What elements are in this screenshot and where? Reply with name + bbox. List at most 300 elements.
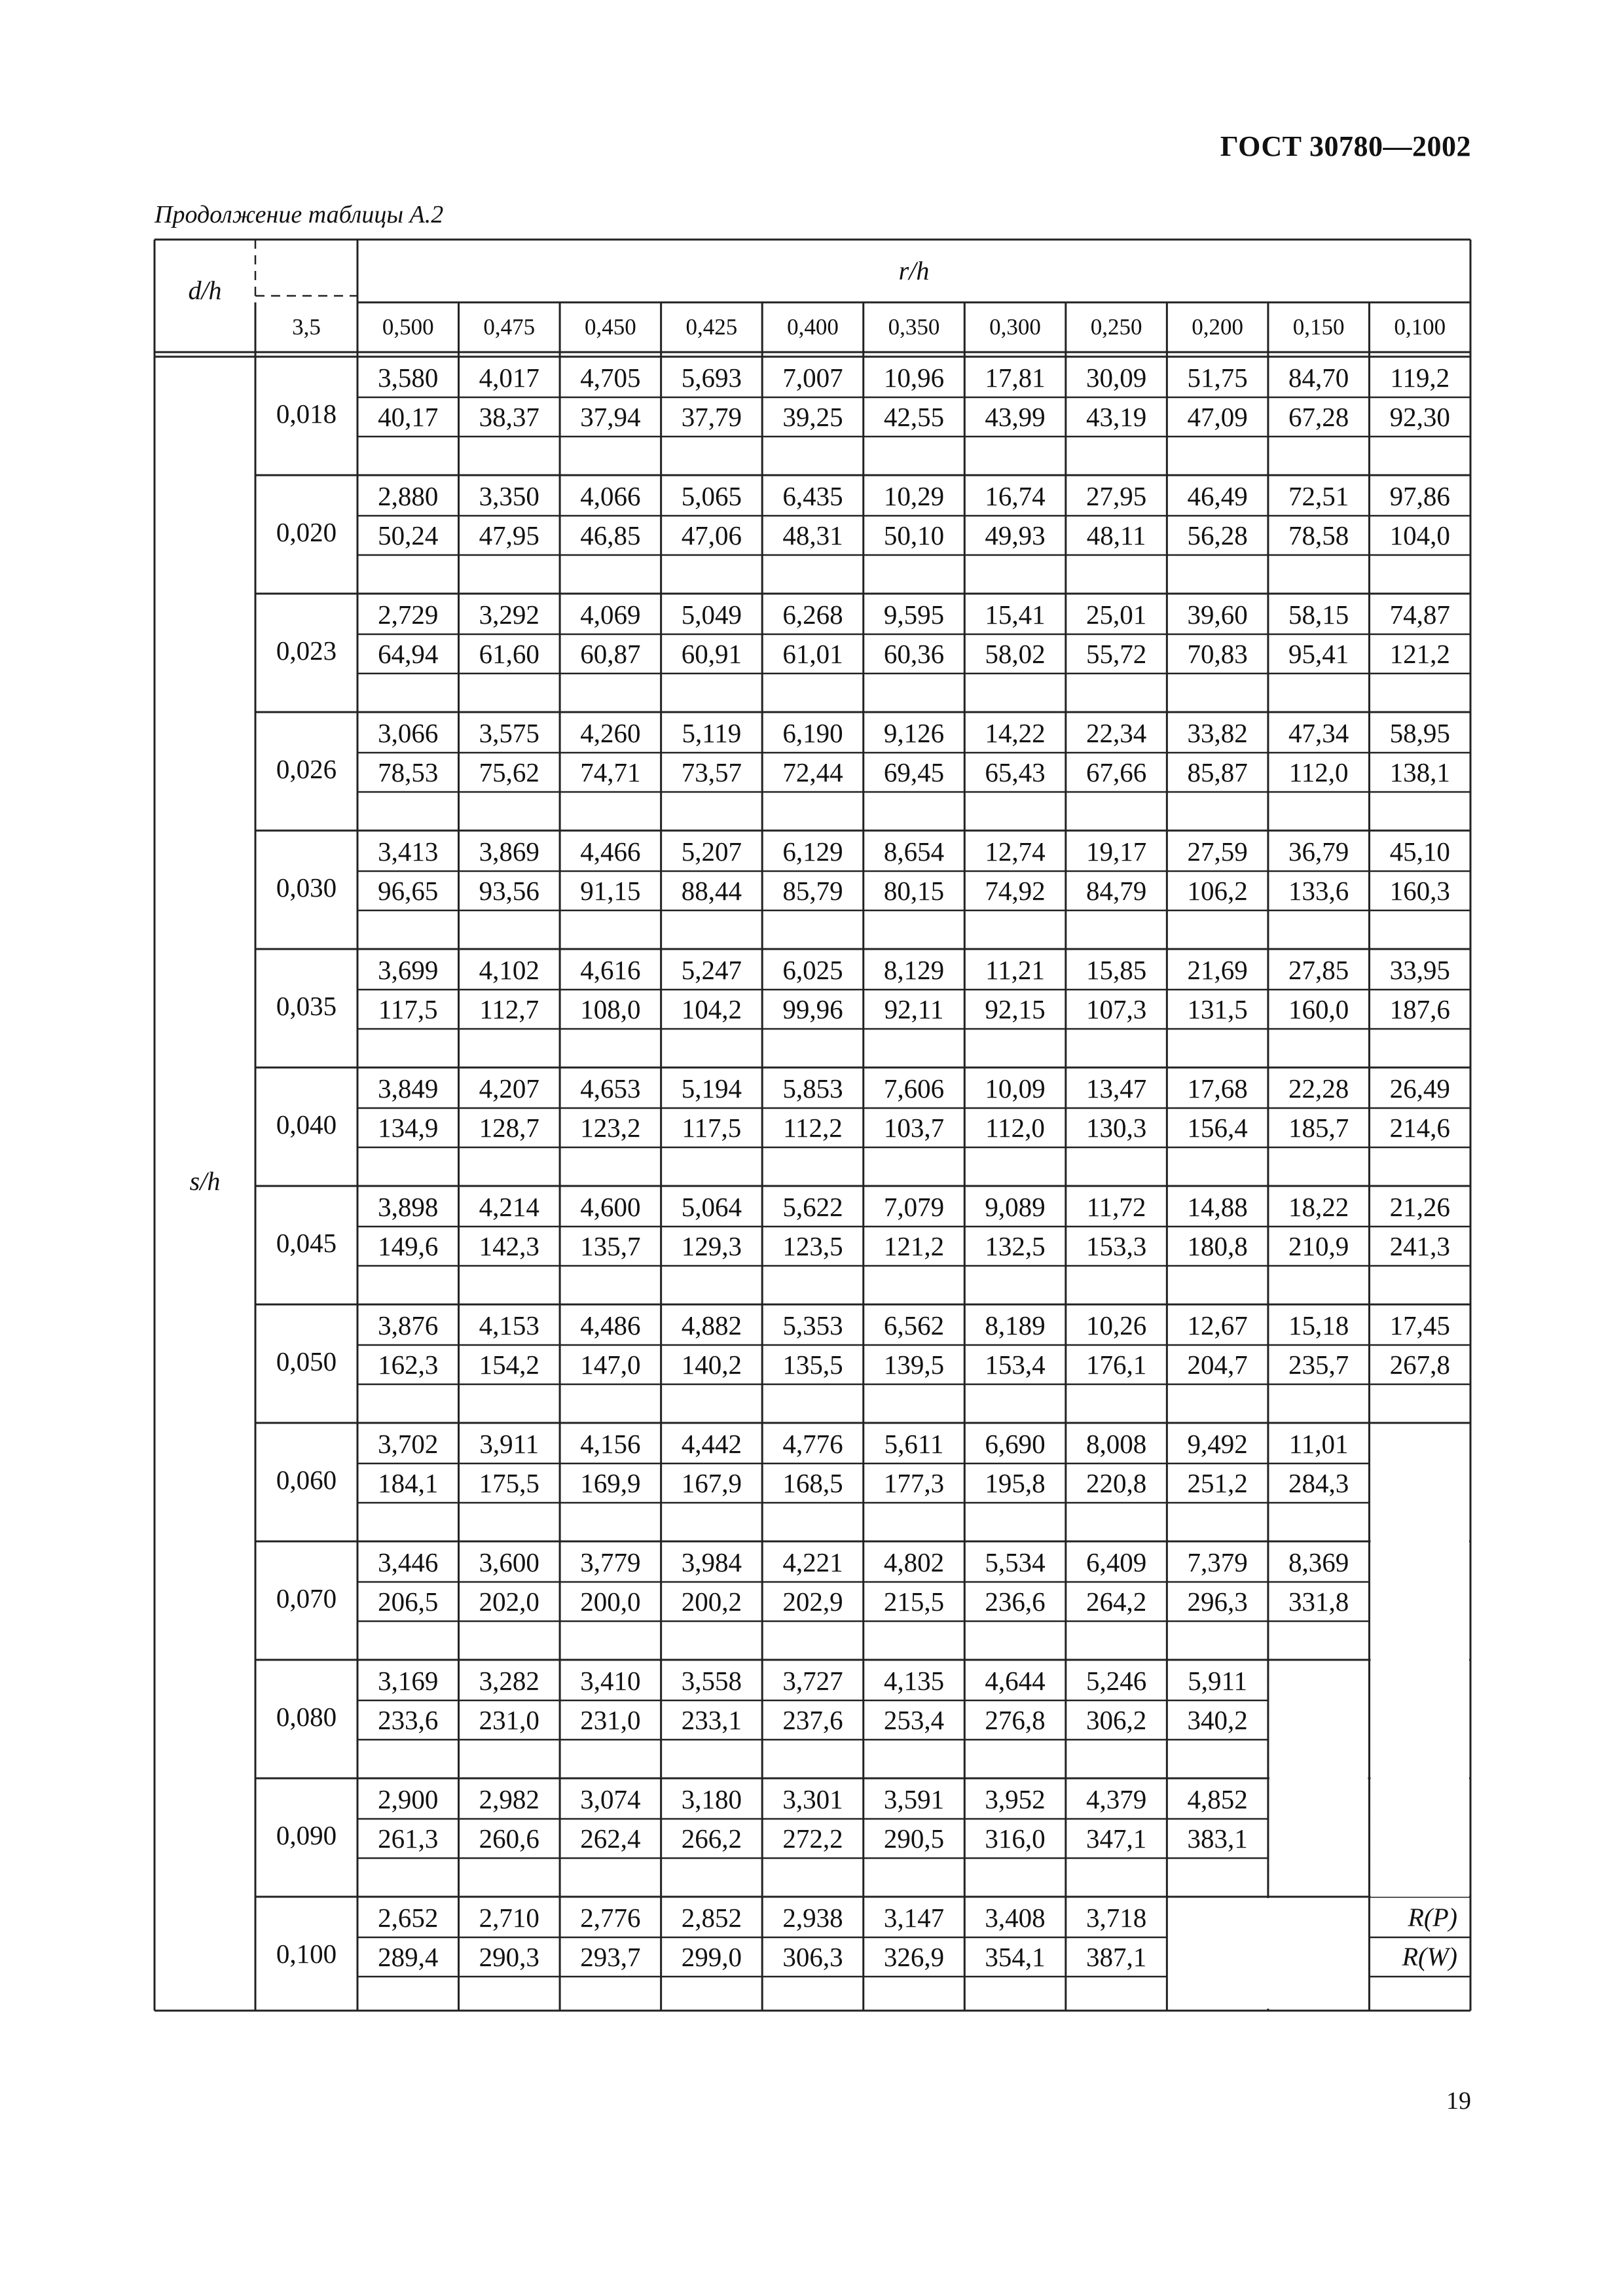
value-cell: 3,876 bbox=[378, 1310, 439, 1340]
value-cell: 241,3 bbox=[1389, 1231, 1450, 1261]
value-cell: 50,24 bbox=[378, 520, 439, 550]
value-cell: 200,0 bbox=[580, 1587, 641, 1617]
value-cell: 4,135 bbox=[883, 1666, 945, 1696]
value-cell: 4,102 bbox=[479, 955, 539, 985]
value-cell: 4,644 bbox=[985, 1666, 1046, 1696]
value-cell: 10,96 bbox=[883, 363, 945, 393]
value-cell: 65,43 bbox=[985, 757, 1046, 787]
value-cell: 46,85 bbox=[580, 520, 641, 550]
value-cell: 121,2 bbox=[1389, 639, 1450, 669]
value-cell: 9,126 bbox=[883, 718, 945, 748]
value-cell: 5,353 bbox=[782, 1310, 843, 1340]
value-cell: 340,2 bbox=[1187, 1705, 1248, 1735]
value-cell: 131,5 bbox=[1187, 994, 1248, 1024]
column-header: 0,200 bbox=[1192, 314, 1243, 340]
value-cell: 106,2 bbox=[1187, 876, 1248, 906]
value-cell: 6,190 bbox=[782, 718, 843, 748]
column-header: 0,300 bbox=[989, 314, 1041, 340]
value-cell: 123,5 bbox=[782, 1231, 843, 1261]
value-cell: 236,6 bbox=[985, 1587, 1046, 1617]
value-cell: 112,0 bbox=[1288, 757, 1349, 787]
value-cell: 220,8 bbox=[1085, 1468, 1147, 1498]
value-cell: 14,22 bbox=[985, 718, 1046, 748]
value-cell: 6,268 bbox=[782, 600, 843, 630]
value-cell: 4,214 bbox=[479, 1192, 539, 1222]
first-column-header: 3,5 bbox=[292, 314, 321, 340]
value-cell: 160,3 bbox=[1389, 876, 1450, 906]
value-cell: 5,207 bbox=[681, 836, 742, 867]
legend-r-w: R(W) bbox=[1402, 1942, 1457, 1971]
value-cell: 276,8 bbox=[985, 1705, 1046, 1735]
value-cell: 3,301 bbox=[782, 1784, 843, 1814]
value-cell: 8,008 bbox=[1085, 1429, 1147, 1459]
value-cell: 9,595 bbox=[883, 600, 945, 630]
value-cell: 18,22 bbox=[1288, 1192, 1349, 1222]
value-cell: 67,66 bbox=[1085, 757, 1147, 787]
value-cell: 306,2 bbox=[1085, 1705, 1147, 1735]
value-cell: 2,938 bbox=[782, 1903, 843, 1933]
value-cell: 210,9 bbox=[1288, 1231, 1349, 1261]
value-cell: 75,62 bbox=[479, 757, 539, 787]
value-cell: 3,699 bbox=[378, 955, 439, 985]
value-cell: 231,0 bbox=[580, 1705, 641, 1735]
value-cell: 72,51 bbox=[1288, 481, 1349, 511]
value-cell: 50,10 bbox=[883, 520, 945, 550]
value-cell: 290,3 bbox=[479, 1942, 539, 1972]
value-cell: 69,45 bbox=[883, 757, 945, 787]
value-cell: 5,534 bbox=[985, 1547, 1046, 1577]
value-cell: 3,869 bbox=[479, 836, 539, 867]
value-cell: 3,702 bbox=[378, 1429, 439, 1459]
value-cell: 70,83 bbox=[1187, 639, 1248, 669]
value-cell: 43,19 bbox=[1085, 402, 1147, 432]
row-label: 0,060 bbox=[276, 1465, 337, 1495]
value-cell: 326,9 bbox=[883, 1942, 945, 1972]
value-cell: 184,1 bbox=[378, 1468, 439, 1498]
value-cell: 306,3 bbox=[782, 1942, 843, 1972]
value-cell: 47,06 bbox=[681, 520, 742, 550]
value-cell: 26,49 bbox=[1389, 1073, 1450, 1103]
value-cell: 2,710 bbox=[479, 1903, 539, 1933]
value-cell: 4,653 bbox=[580, 1073, 641, 1103]
page-number: 19 bbox=[1446, 2087, 1471, 2115]
value-cell: 37,94 bbox=[580, 402, 641, 432]
value-cell: 61,01 bbox=[782, 639, 843, 669]
value-cell: 78,58 bbox=[1288, 520, 1349, 550]
value-cell: 3,350 bbox=[479, 481, 539, 511]
value-cell: 3,180 bbox=[681, 1784, 742, 1814]
value-cell: 58,02 bbox=[985, 639, 1046, 669]
value-cell: 3,147 bbox=[883, 1903, 945, 1933]
value-cell: 5,247 bbox=[681, 955, 742, 985]
value-cell: 56,28 bbox=[1187, 520, 1248, 550]
value-cell: 128,7 bbox=[479, 1113, 539, 1143]
value-cell: 112,0 bbox=[985, 1113, 1045, 1143]
value-cell: 149,6 bbox=[378, 1231, 439, 1261]
value-cell: 85,87 bbox=[1187, 757, 1248, 787]
value-cell: 84,79 bbox=[1085, 876, 1147, 906]
value-cell: 5,246 bbox=[1085, 1666, 1147, 1696]
value-cell: 48,11 bbox=[1086, 520, 1146, 550]
value-cell: 177,3 bbox=[883, 1468, 945, 1498]
value-cell: 140,2 bbox=[681, 1350, 742, 1380]
column-header: 0,150 bbox=[1292, 314, 1345, 340]
value-cell: 2,852 bbox=[681, 1903, 742, 1933]
row-label: 0,035 bbox=[276, 991, 337, 1021]
value-cell: 74,87 bbox=[1389, 600, 1450, 630]
row-label: 0,080 bbox=[276, 1702, 337, 1732]
value-cell: 92,30 bbox=[1389, 402, 1450, 432]
value-cell: 96,65 bbox=[378, 876, 439, 906]
value-cell: 5,194 bbox=[681, 1073, 742, 1103]
value-cell: 6,435 bbox=[782, 481, 843, 511]
value-cell: 33,82 bbox=[1187, 718, 1248, 748]
value-cell: 5,853 bbox=[782, 1073, 843, 1103]
value-cell: 95,41 bbox=[1288, 639, 1349, 669]
value-cell: 4,466 bbox=[580, 836, 641, 867]
blank-area bbox=[1168, 1898, 1368, 2009]
value-cell: 51,75 bbox=[1187, 363, 1248, 393]
value-cell: 133,6 bbox=[1288, 876, 1349, 906]
blank-area bbox=[1370, 1424, 1469, 1897]
value-cell: 4,260 bbox=[580, 718, 641, 748]
value-cell: 108,0 bbox=[580, 994, 641, 1024]
value-cell: 5,064 bbox=[681, 1192, 742, 1222]
value-cell: 134,9 bbox=[378, 1113, 439, 1143]
value-cell: 132,5 bbox=[985, 1231, 1046, 1261]
value-cell: 3,169 bbox=[378, 1666, 439, 1696]
value-cell: 354,1 bbox=[985, 1942, 1046, 1972]
value-cell: 3,410 bbox=[580, 1666, 641, 1696]
value-cell: 299,0 bbox=[681, 1942, 742, 1972]
value-cell: 156,4 bbox=[1187, 1113, 1248, 1143]
value-cell: 60,36 bbox=[883, 639, 945, 669]
blank-area bbox=[1269, 1661, 1368, 1895]
value-cell: 14,88 bbox=[1187, 1192, 1248, 1222]
value-cell: 42,55 bbox=[883, 402, 945, 432]
value-cell: 200,2 bbox=[681, 1587, 742, 1617]
value-cell: 67,28 bbox=[1288, 402, 1349, 432]
value-cell: 214,6 bbox=[1389, 1113, 1450, 1143]
value-cell: 3,074 bbox=[580, 1784, 641, 1814]
value-cell: 74,92 bbox=[985, 876, 1046, 906]
value-cell: 168,5 bbox=[782, 1468, 843, 1498]
value-cell: 235,7 bbox=[1288, 1350, 1349, 1380]
column-header: 0,425 bbox=[685, 314, 738, 340]
value-cell: 17,45 bbox=[1389, 1310, 1450, 1340]
value-cell: 5,911 bbox=[1188, 1666, 1247, 1696]
value-cell: 233,6 bbox=[378, 1705, 439, 1735]
row-group-label: s/h bbox=[189, 1166, 221, 1196]
value-cell: 4,776 bbox=[782, 1429, 843, 1459]
value-cell: 347,1 bbox=[1085, 1823, 1147, 1854]
value-cell: 6,690 bbox=[985, 1429, 1046, 1459]
value-cell: 147,0 bbox=[580, 1350, 641, 1380]
group-label: r/h bbox=[898, 256, 930, 285]
row-label: 0,100 bbox=[276, 1939, 337, 1969]
value-cell: 4,852 bbox=[1187, 1784, 1248, 1814]
value-cell: 61,60 bbox=[479, 639, 539, 669]
value-cell: 58,95 bbox=[1389, 718, 1450, 748]
value-cell: 121,2 bbox=[883, 1231, 945, 1261]
value-cell: 160,0 bbox=[1288, 994, 1349, 1024]
value-cell: 3,282 bbox=[479, 1666, 539, 1696]
value-cell: 99,96 bbox=[782, 994, 843, 1024]
value-cell: 93,56 bbox=[479, 876, 539, 906]
value-cell: 237,6 bbox=[782, 1705, 843, 1735]
value-cell: 33,95 bbox=[1389, 955, 1450, 985]
value-cell: 202,9 bbox=[782, 1587, 843, 1617]
value-cell: 72,44 bbox=[782, 757, 843, 787]
row-label: 0,090 bbox=[276, 1820, 337, 1850]
value-cell: 4,066 bbox=[580, 481, 641, 511]
value-cell: 3,952 bbox=[985, 1784, 1046, 1814]
value-cell: 135,5 bbox=[782, 1350, 843, 1380]
value-cell: 253,4 bbox=[883, 1705, 945, 1735]
value-cell: 104,2 bbox=[681, 994, 742, 1024]
value-cell: 3,984 bbox=[681, 1547, 742, 1577]
value-cell: 4,221 bbox=[782, 1547, 843, 1577]
row-label: 0,040 bbox=[276, 1109, 337, 1139]
value-cell: 4,705 bbox=[580, 363, 641, 393]
value-cell: 12,74 bbox=[985, 836, 1046, 867]
value-cell: 45,10 bbox=[1389, 836, 1450, 867]
value-cell: 2,776 bbox=[580, 1903, 641, 1933]
value-cell: 7,379 bbox=[1187, 1547, 1248, 1577]
value-cell: 123,2 bbox=[580, 1113, 641, 1143]
value-cell: 8,129 bbox=[883, 955, 945, 985]
value-cell: 138,1 bbox=[1389, 757, 1450, 787]
value-cell: 39,60 bbox=[1187, 600, 1248, 630]
value-cell: 97,86 bbox=[1389, 481, 1450, 511]
value-cell: 3,911 bbox=[479, 1429, 539, 1459]
value-cell: 107,3 bbox=[1085, 994, 1147, 1024]
value-cell: 2,900 bbox=[378, 1784, 439, 1814]
value-cell: 162,3 bbox=[378, 1350, 439, 1380]
value-cell: 10,26 bbox=[1085, 1310, 1147, 1340]
row-label: 0,070 bbox=[276, 1583, 337, 1613]
value-cell: 92,15 bbox=[985, 994, 1046, 1024]
value-cell: 48,31 bbox=[782, 520, 843, 550]
value-cell: 6,409 bbox=[1085, 1547, 1147, 1577]
value-cell: 3,600 bbox=[479, 1547, 539, 1577]
value-cell: 251,2 bbox=[1187, 1468, 1248, 1498]
value-cell: 195,8 bbox=[985, 1468, 1046, 1498]
value-cell: 290,5 bbox=[883, 1823, 945, 1854]
table-caption: Продолжение таблицы А.2 bbox=[155, 201, 444, 228]
value-cell: 316,0 bbox=[985, 1823, 1046, 1854]
value-cell: 25,01 bbox=[1085, 600, 1147, 630]
value-cell: 47,95 bbox=[479, 520, 539, 550]
value-cell: 85,79 bbox=[782, 876, 843, 906]
row-label: 0,023 bbox=[276, 636, 337, 666]
value-cell: 91,15 bbox=[580, 876, 641, 906]
value-cell: 4,153 bbox=[479, 1310, 539, 1340]
value-cell: 15,41 bbox=[985, 600, 1046, 630]
value-cell: 39,25 bbox=[782, 402, 843, 432]
value-cell: 3,727 bbox=[782, 1666, 843, 1696]
value-cell: 293,7 bbox=[580, 1942, 641, 1972]
value-cell: 47,34 bbox=[1288, 718, 1349, 748]
value-cell: 5,065 bbox=[681, 481, 742, 511]
row-label: 0,030 bbox=[276, 872, 337, 903]
value-cell: 185,7 bbox=[1288, 1113, 1349, 1143]
value-cell: 6,025 bbox=[782, 955, 843, 985]
column-header: 0,350 bbox=[888, 314, 940, 340]
value-cell: 13,47 bbox=[1085, 1073, 1147, 1103]
value-cell: 21,26 bbox=[1389, 1192, 1450, 1222]
value-cell: 262,4 bbox=[580, 1823, 641, 1854]
value-cell: 19,17 bbox=[1085, 836, 1147, 867]
value-cell: 60,87 bbox=[580, 639, 641, 669]
column-header: 0,100 bbox=[1394, 314, 1446, 340]
value-cell: 284,3 bbox=[1288, 1468, 1349, 1498]
value-cell: 15,85 bbox=[1085, 955, 1147, 985]
value-cell: 289,4 bbox=[378, 1942, 439, 1972]
column-header: 0,500 bbox=[382, 314, 434, 340]
value-cell: 3,575 bbox=[479, 718, 539, 748]
value-cell: 6,562 bbox=[883, 1310, 945, 1340]
value-cell: 88,44 bbox=[681, 876, 742, 906]
value-cell: 40,17 bbox=[378, 402, 439, 432]
column-header: 0,450 bbox=[584, 314, 636, 340]
value-cell: 7,079 bbox=[883, 1192, 945, 1222]
column-header: 0,400 bbox=[787, 314, 839, 340]
value-cell: 142,3 bbox=[479, 1231, 539, 1261]
value-cell: 73,57 bbox=[681, 757, 742, 787]
value-cell: 3,718 bbox=[1085, 1903, 1147, 1933]
value-cell: 17,68 bbox=[1187, 1073, 1248, 1103]
column-header: 0,250 bbox=[1090, 314, 1142, 340]
value-cell: 27,85 bbox=[1288, 955, 1349, 985]
value-cell: 4,069 bbox=[580, 600, 641, 630]
value-cell: 30,09 bbox=[1085, 363, 1147, 393]
corner-label: d/h bbox=[188, 276, 222, 305]
value-cell: 180,8 bbox=[1187, 1231, 1248, 1261]
value-cell: 104,0 bbox=[1389, 520, 1450, 550]
value-cell: 4,379 bbox=[1085, 1784, 1147, 1814]
value-cell: 9,089 bbox=[985, 1192, 1046, 1222]
value-cell: 130,3 bbox=[1085, 1113, 1147, 1143]
value-cell: 3,413 bbox=[378, 836, 439, 867]
value-cell: 58,15 bbox=[1288, 600, 1349, 630]
value-cell: 215,5 bbox=[883, 1587, 945, 1617]
value-cell: 153,3 bbox=[1085, 1231, 1147, 1261]
value-cell: 3,580 bbox=[378, 363, 439, 393]
value-cell: 3,558 bbox=[681, 1666, 742, 1696]
value-cell: 202,0 bbox=[479, 1587, 539, 1617]
value-cell: 2,982 bbox=[479, 1784, 539, 1814]
value-cell: 10,29 bbox=[883, 481, 945, 511]
value-cell: 3,292 bbox=[479, 600, 539, 630]
value-cell: 64,94 bbox=[378, 639, 439, 669]
value-cell: 266,2 bbox=[681, 1823, 742, 1854]
value-cell: 21,69 bbox=[1187, 955, 1248, 985]
value-cell: 296,3 bbox=[1187, 1587, 1248, 1617]
value-cell: 5,119 bbox=[682, 718, 742, 748]
value-cell: 3,898 bbox=[378, 1192, 439, 1222]
value-cell: 17,81 bbox=[985, 363, 1046, 393]
value-cell: 11,21 bbox=[985, 955, 1045, 985]
value-cell: 3,408 bbox=[985, 1903, 1046, 1933]
value-cell: 16,74 bbox=[985, 481, 1046, 511]
row-label: 0,020 bbox=[276, 517, 337, 547]
value-cell: 5,622 bbox=[782, 1192, 843, 1222]
value-cell: 36,79 bbox=[1288, 836, 1349, 867]
value-cell: 206,5 bbox=[378, 1587, 439, 1617]
value-cell: 6,129 bbox=[782, 836, 843, 867]
value-cell: 387,1 bbox=[1085, 1942, 1147, 1972]
value-cell: 261,3 bbox=[378, 1823, 439, 1854]
row-label: 0,026 bbox=[276, 754, 337, 784]
value-cell: 103,7 bbox=[883, 1113, 945, 1143]
value-cell: 60,91 bbox=[681, 639, 742, 669]
value-cell: 4,486 bbox=[580, 1310, 641, 1340]
value-cell: 3,849 bbox=[378, 1073, 439, 1103]
value-cell: 38,37 bbox=[479, 402, 539, 432]
legend-r-p: R(P) bbox=[1408, 1903, 1457, 1932]
value-cell: 8,369 bbox=[1288, 1547, 1349, 1577]
column-header: 0,475 bbox=[483, 314, 536, 340]
value-cell: 2,880 bbox=[378, 481, 439, 511]
value-cell: 3,446 bbox=[378, 1547, 439, 1577]
value-cell: 260,6 bbox=[479, 1823, 539, 1854]
document-title: ГОСТ 30780—2002 bbox=[1220, 130, 1471, 162]
value-cell: 3,066 bbox=[378, 718, 439, 748]
value-cell: 5,611 bbox=[884, 1429, 944, 1459]
value-cell: 11,01 bbox=[1288, 1429, 1349, 1459]
value-cell: 129,3 bbox=[681, 1231, 742, 1261]
value-cell: 153,4 bbox=[985, 1350, 1046, 1380]
value-cell: 264,2 bbox=[1085, 1587, 1147, 1617]
value-cell: 4,017 bbox=[479, 363, 539, 393]
row-label: 0,018 bbox=[276, 399, 337, 429]
value-cell: 7,007 bbox=[782, 363, 843, 393]
value-cell: 176,1 bbox=[1085, 1350, 1147, 1380]
value-cell: 8,654 bbox=[883, 836, 945, 867]
value-cell: 92,11 bbox=[884, 994, 944, 1024]
value-cell: 5,693 bbox=[681, 363, 742, 393]
value-cell: 267,8 bbox=[1389, 1350, 1450, 1380]
value-cell: 8,189 bbox=[985, 1310, 1046, 1340]
value-cell: 383,1 bbox=[1187, 1823, 1248, 1854]
value-cell: 9,492 bbox=[1187, 1429, 1248, 1459]
value-cell: 22,28 bbox=[1288, 1073, 1349, 1103]
value-cell: 78,53 bbox=[378, 757, 439, 787]
value-cell: 47,09 bbox=[1187, 402, 1248, 432]
value-cell: 2,729 bbox=[378, 600, 439, 630]
value-cell: 4,442 bbox=[681, 1429, 742, 1459]
value-cell: 175,5 bbox=[479, 1468, 539, 1498]
value-cell: 272,2 bbox=[782, 1823, 843, 1854]
value-cell: 11,72 bbox=[1086, 1192, 1146, 1222]
value-cell: 22,34 bbox=[1085, 718, 1147, 748]
value-cell: 5,049 bbox=[681, 600, 742, 630]
value-cell: 169,9 bbox=[580, 1468, 641, 1498]
value-cell: 4,616 bbox=[580, 955, 641, 985]
value-cell: 233,1 bbox=[681, 1705, 742, 1735]
value-cell: 167,9 bbox=[681, 1468, 742, 1498]
value-cell: 3,591 bbox=[883, 1784, 945, 1814]
value-cell: 135,7 bbox=[580, 1231, 641, 1261]
value-cell: 231,0 bbox=[479, 1705, 539, 1735]
value-cell: 112,2 bbox=[783, 1113, 843, 1143]
value-cell: 117,5 bbox=[378, 994, 438, 1024]
value-cell: 55,72 bbox=[1085, 639, 1147, 669]
value-cell: 4,600 bbox=[580, 1192, 641, 1222]
value-cell: 15,18 bbox=[1288, 1310, 1349, 1340]
value-cell: 112,7 bbox=[479, 994, 539, 1024]
